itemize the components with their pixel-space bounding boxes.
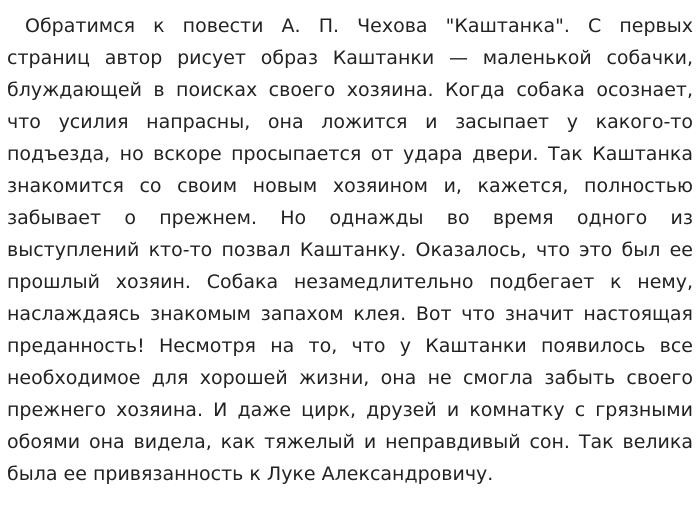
paragraph-line: подъезда, но вскоре просыпается от удара двери. Так Каштанка (7, 143, 693, 165)
paragraph-line: забывает о прежнем. Но однажды во время одного из (7, 207, 693, 229)
paragraph-line: знакомится со своим новым хозяином и, кажется, полностью (7, 175, 693, 197)
paragraph-line: выступлений кто-то позвал Каштанку. Оказалось, что это был ее (7, 239, 693, 261)
paragraph-line: страниц автор рисует образ Каштанки — маленькой собачки, (7, 47, 693, 69)
paragraph-line: что усилия напрасны, она ложится и засыпает у какого-то (7, 111, 693, 133)
paragraph-line: прежнего хозяина. И даже цирк, друзей и комнатку с грязными (7, 399, 693, 421)
paragraph-line: была ее привязанность к Луке Александровичу. (7, 463, 494, 485)
paragraph-line: Обратимся к повести А. П. Чехова "Каштанка". С первых (25, 15, 693, 37)
paragraph-line: преданность! Несмотря на то, что у Каштанки появилось все (7, 335, 693, 357)
paragraph-line: прошлый хозяин. Собака незамедлительно подбегает к нему, (7, 271, 693, 293)
paragraph-line: наслаждаясь знакомым запахом клея. Вот что значит настоящая (7, 303, 693, 325)
text-document (7, 10, 693, 490)
paragraph-line: необходимое для хорошей жизни, она не смогла забыть своего (7, 367, 693, 389)
paragraph-line: блуждающей в поисках своего хозяина. Когда собака осознает, (7, 79, 693, 101)
paragraph-line: обоями она видела, как тяжелый и неправдивый сон. Так велика (7, 431, 693, 453)
